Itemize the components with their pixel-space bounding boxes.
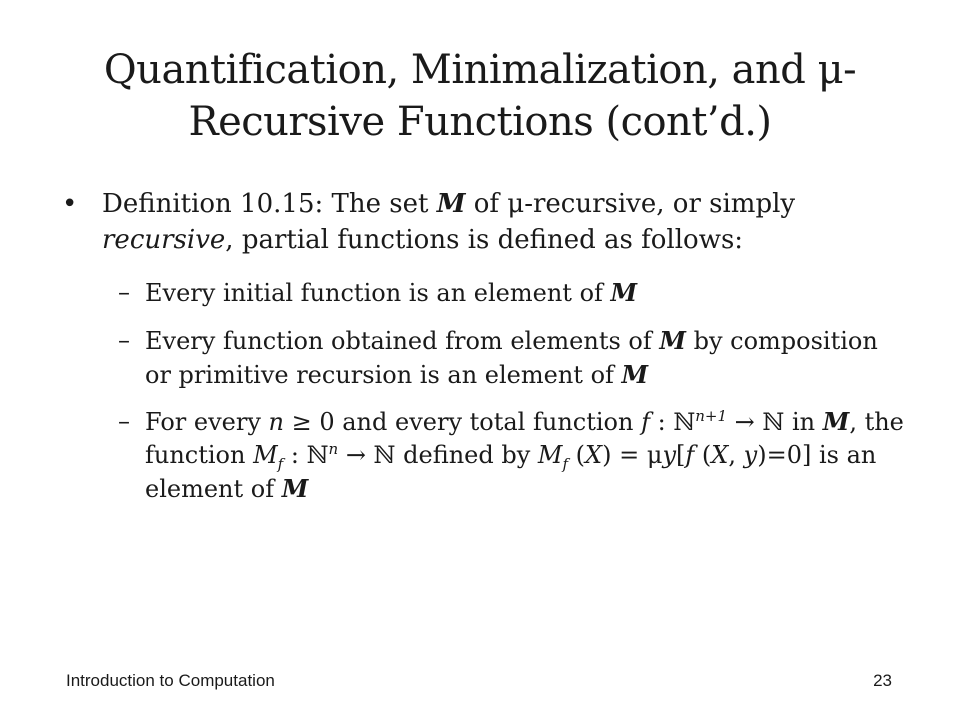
sub-item-text-part: )=0] is an element of [145,441,877,503]
variable-x: X [585,441,603,469]
sub-item-text-part: Every function obtained from elements of [145,327,660,355]
sub-item-marker: – [118,407,130,435]
sub-item-text-part: For every [145,408,269,436]
variable-f: f [641,408,650,436]
variable-x: X [711,441,729,469]
sub-item-text-part: ( [568,441,586,469]
sub-item-text [118,324,908,392]
sub-item-text [118,276,908,310]
subscript-f: f [562,454,569,473]
exponent-n-plus-1: n+1 [695,407,728,425]
title-line-2: Recursive Functions (cont’d.) [188,99,772,145]
slide-title [60,44,900,148]
definition-text [62,186,902,258]
variable-y: y [662,441,677,469]
recursive-term: recursive [102,225,226,255]
definition-text-part: Definition 10.15: The set [102,189,437,219]
sub-item-text-part: Every initial function is an element of [145,279,611,307]
function-m: M [253,441,278,469]
variable-f: f [685,441,695,469]
sub-item-text-part: ) = μ [602,441,663,469]
set-m-symbol: M [281,474,309,503]
page-number: 23 [873,671,892,690]
set-m-symbol: M [436,189,466,219]
subscript-f: f [277,454,284,473]
sub-item-text-part: ≥ 0 and every total function [283,408,642,436]
sub-item-text-part: ( [694,441,712,469]
title-line-1: Quantification, Minimalization, and μ- [103,47,857,93]
sub-item-text-part: → ℕ defined by [338,441,538,469]
sub-item-text-part: [ [676,441,686,469]
function-mf [253,441,284,473]
set-m-symbol: M [659,326,686,355]
sub-item-text-part: → ℕ in [727,408,823,436]
sub-item-text-part: : ℕ [649,408,696,436]
sub-item-marker: – [118,326,130,354]
footer-course-title: Introduction to Computation [66,671,275,690]
sub-item-marker: – [118,278,130,306]
bullet-marker: • [62,189,78,219]
function-mf [537,441,569,473]
definition-text-part: , partial functions is defined as follows: [225,225,744,255]
sub-item-text-part: , [728,441,744,469]
set-m-symbol: M [621,360,649,389]
sub-item-text-part: , the function [145,408,904,469]
exponent-n: n [328,440,339,458]
sub-item-initial-functions [118,276,908,310]
set-m-symbol: M [822,407,850,436]
sub-item-composition [118,324,908,392]
sub-item-minimalization [118,405,908,506]
sub-item-text-part: by composition or primitive recursion is an element of [145,327,878,389]
sub-item-text-part: : ℕ [283,441,329,469]
function-m: M [537,441,563,469]
definition-bullet [62,186,902,258]
set-m-symbol: M [610,278,638,307]
definition-text-part: of μ-recursive, or simply [465,189,796,219]
variable-y: y [743,441,758,469]
sub-item-text [118,405,908,506]
variable-n: n [268,408,284,436]
